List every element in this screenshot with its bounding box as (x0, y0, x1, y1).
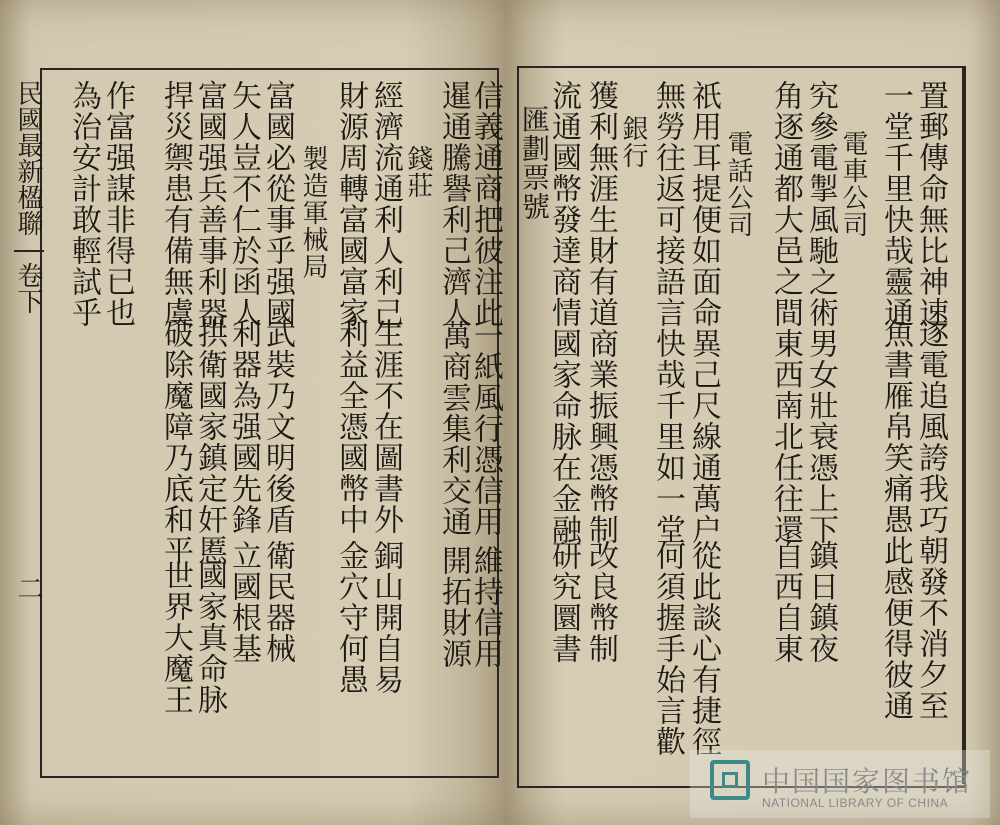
section-heading: 製造軍械局 (298, 145, 328, 280)
text-column: 財源周轉富國富家 (333, 80, 368, 328)
text-column: 異己尺線通萬户 (686, 328, 721, 545)
library-logo-icon (710, 760, 750, 800)
margin-divider (14, 250, 44, 252)
text-column: 國家真命脉 (192, 560, 227, 715)
book-title: 民國最新楹聯 (13, 80, 43, 236)
watermark-cn: 中国国家图书馆 (762, 765, 973, 798)
page-number: 二 (13, 575, 43, 601)
text-column: 祇用耳提便如面命 (686, 80, 721, 328)
text-column: 男女壯衰憑上下 (803, 328, 838, 545)
margin-rule (962, 66, 964, 784)
text-column: 信義通商把彼注此 (468, 80, 503, 328)
text-column: 東西南北任往還 (768, 328, 803, 545)
text-column: 快哉千里如一堂 (650, 328, 685, 545)
section-heading: 銀行 (618, 115, 648, 169)
text-column: 維持信用 (468, 545, 503, 669)
text-column: 世界大魔王 (158, 560, 193, 715)
text-column: 魚書雁帛笑痛愚 (878, 318, 913, 535)
text-column: 一堂千里快哉靈通 (878, 80, 913, 328)
text-column: 作富强謀非得已也 (100, 80, 135, 328)
text-column: 從此談心有捷徑 (686, 540, 721, 757)
text-column: 捍災禦患有備無虞 (158, 80, 193, 328)
text-column: 究參電掣風馳之術 (803, 80, 838, 328)
section-heading: 電話公司 (723, 130, 753, 238)
section-heading: 電車公司 (838, 130, 868, 238)
text-column: 為治安計敢輕試乎 (66, 80, 101, 328)
text-column: 金穴守何愚 (333, 540, 368, 695)
text-column: 置郵傳命無比神速 (913, 80, 948, 328)
text-column: 利益全憑國幣中 (333, 318, 368, 535)
text-column: 銅山開自易 (368, 540, 403, 695)
text-column: 萬商雲集利交通 (436, 320, 471, 537)
text-column: 暹通騰譽利己濟人 (436, 80, 471, 328)
text-column: 逐電追風誇我巧 (913, 318, 948, 535)
text-column: 獲利無涯生財有道 (583, 80, 618, 328)
watermark-en: NATIONAL LIBRARY OF CHINA (762, 796, 949, 810)
text-column: 何須握手始言歡 (650, 540, 685, 757)
volume-label: 卷下 (13, 262, 43, 314)
library-watermark (690, 750, 990, 818)
text-column: 富國强兵善事利器 (192, 80, 227, 328)
text-column: 生涯不在圖書外 (368, 318, 403, 535)
text-column: 立國根基 (226, 540, 261, 664)
text-column: 國家命脉在金融 (546, 328, 581, 545)
text-column: 開拓財源 (436, 545, 471, 669)
text-column: 研究圜書 (546, 540, 581, 664)
text-column: 衛民器械 (260, 540, 295, 664)
text-column: 拱衛國家鎮定奸慝 (192, 318, 227, 566)
text-column: 商業振興憑幣制 (583, 328, 618, 545)
text-column: 武裝乃文明後盾 (260, 318, 295, 535)
text-column: 朝發不消夕至 (913, 535, 948, 721)
text-column: 角逐通都大邑之間 (768, 80, 803, 328)
text-column: 改良幣制 (583, 540, 618, 664)
text-column: 流通國幣發達商情 (546, 80, 581, 328)
text-column: 利器為强國先鋒 (226, 318, 261, 535)
text-column: 矢人豈不仁於函人 (226, 80, 261, 328)
text-column: 一紙風行憑信用 (468, 320, 503, 537)
section-heading: 錢莊 (403, 145, 433, 199)
text-column: 自西自東 (768, 540, 803, 664)
text-column: 無勞往返可接語言 (650, 80, 685, 328)
text-column: 富國必從事乎强國 (260, 80, 295, 328)
text-column: 此感便得彼通 (878, 535, 913, 721)
text-column: 經濟流通利人利己 (368, 80, 403, 328)
text-column: 破除魔障乃底和平 (158, 318, 193, 566)
text-column: 鎮日鎮夜 (803, 540, 838, 664)
section-heading: 匯劃票號 (518, 105, 551, 221)
